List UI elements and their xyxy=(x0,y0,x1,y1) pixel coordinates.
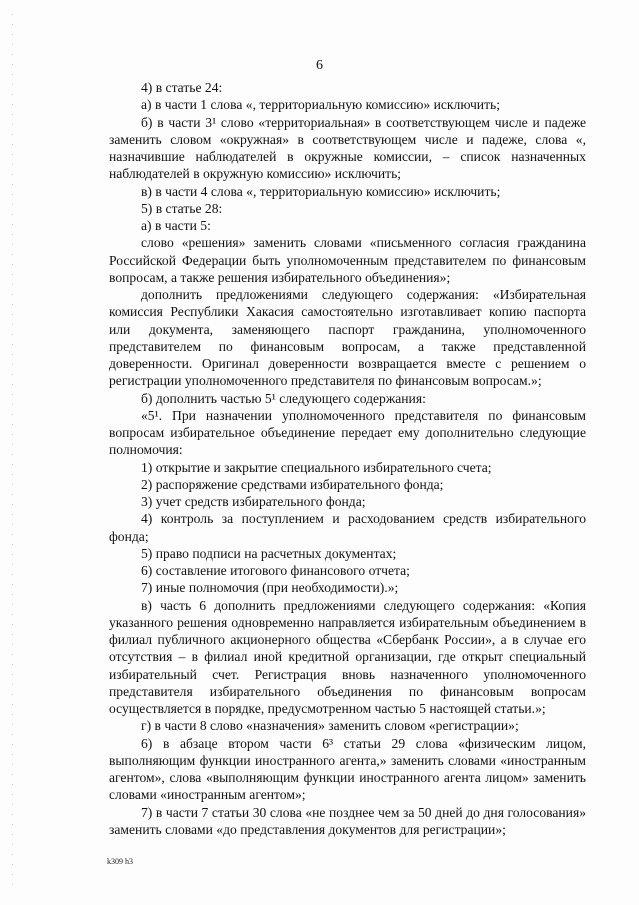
paragraph: а) в части 5: xyxy=(141,218,211,233)
paragraph: 1) открытие и закрытие специального избирательного счета; xyxy=(141,459,492,475)
paragraph: 4) контроль за поступлением и расходованием средств избирательного фонда; xyxy=(109,511,586,544)
paragraph: 6) составление итогового финансового отчета; xyxy=(141,563,410,578)
scan-margin-dots xyxy=(12,14,13,891)
paragraph: в) часть 6 дополнить предложениями следующего содержания: «Копия указанного решения одновременно направляется избирательным объединением в филиал публичного акционерного общества «Сбербанк России», а в случае его отсутствия – в филиал иной кредитной организации, где открыт специальный избирательный счет. Регистрация вновь назначенного уполномоченного представителя избирательного объединения по финансовым вопросам осуществляется в порядке, предусмотренном частью 5 настоящей статьи.»; xyxy=(109,597,586,716)
paragraph: 2) распоряжение средствами избирательного фонда; xyxy=(141,476,444,492)
paragraph: б) дополнить частью 5¹ следующего содержания: xyxy=(141,390,426,406)
document-body xyxy=(109,79,586,838)
paragraph: в) в части 4 слова «, территориальную комиссию» исключить; xyxy=(141,183,501,199)
paragraph: б) в части 3¹ слово «территориальная» в соответствующем числе и падеже заменить словом «окружная» в соответствующем числе и падеже, слова «, назначившие наблюдателей в окружные комиссии, – список назначенных наблюдателей в окружную комиссию» исключить; xyxy=(109,114,586,182)
paragraph: г) в части 8 слово «назначения» заменить словом «регистрации»; xyxy=(141,718,519,734)
page-number: 6 xyxy=(316,58,323,73)
paragraph: 5) в статье 28: xyxy=(141,200,223,216)
paragraph: 3) учет средств избирательного фонда; xyxy=(141,494,366,509)
paragraph: «5¹. При назначении уполномоченного представителя по финансовым вопросам избирательное объединение передает ему дополнительно следующие полномочия: xyxy=(109,407,586,458)
paragraph: 4) в статье 24: xyxy=(141,80,223,95)
paragraph: слово «решения» заменить словами «письменного согласия гражданина Российской Федерации быть уполномоченным представителем по финансовым вопросам, а также решения избирательного объединения»; xyxy=(109,235,586,285)
footer-code: k309 h3 xyxy=(107,857,133,866)
paragraph: 6) в абзаце втором части 6³ статьи 29 слова «физическим лицом, выполняющим функции иностранного агента,» заменить словами «иностранным агентом», слова «выполняющим функции иностранного агента лицом» заменить словами «иностранным агентом»; xyxy=(109,735,586,803)
paragraph: 7) иные полномочия (при необходимости).»; xyxy=(141,580,399,596)
paragraph: 5) право подписи на расчетных документах; xyxy=(141,545,397,561)
paragraph: дополнить предложениями следующего содержания: «Избирательная комиссия Республики Хакасия самостоятельно изготавливает копию паспорта или документа, заменяющего паспорт гражданина, уполномоченного представителем по финансовым вопросам, а также представленной доверенности. Оригинал доверенности возвращается вместе с решением о регистрации уполномоченного представителя по финансовым вопросам.»; xyxy=(109,287,586,389)
paragraph: 7) в части 7 статьи 30 слова «не позднее чем за 50 дней до дня голосования» заменить словами «до представления документов для регистрации»; xyxy=(109,804,586,837)
paragraph: а) в части 1 слова «, территориальную комиссию» исключить; xyxy=(141,97,500,113)
